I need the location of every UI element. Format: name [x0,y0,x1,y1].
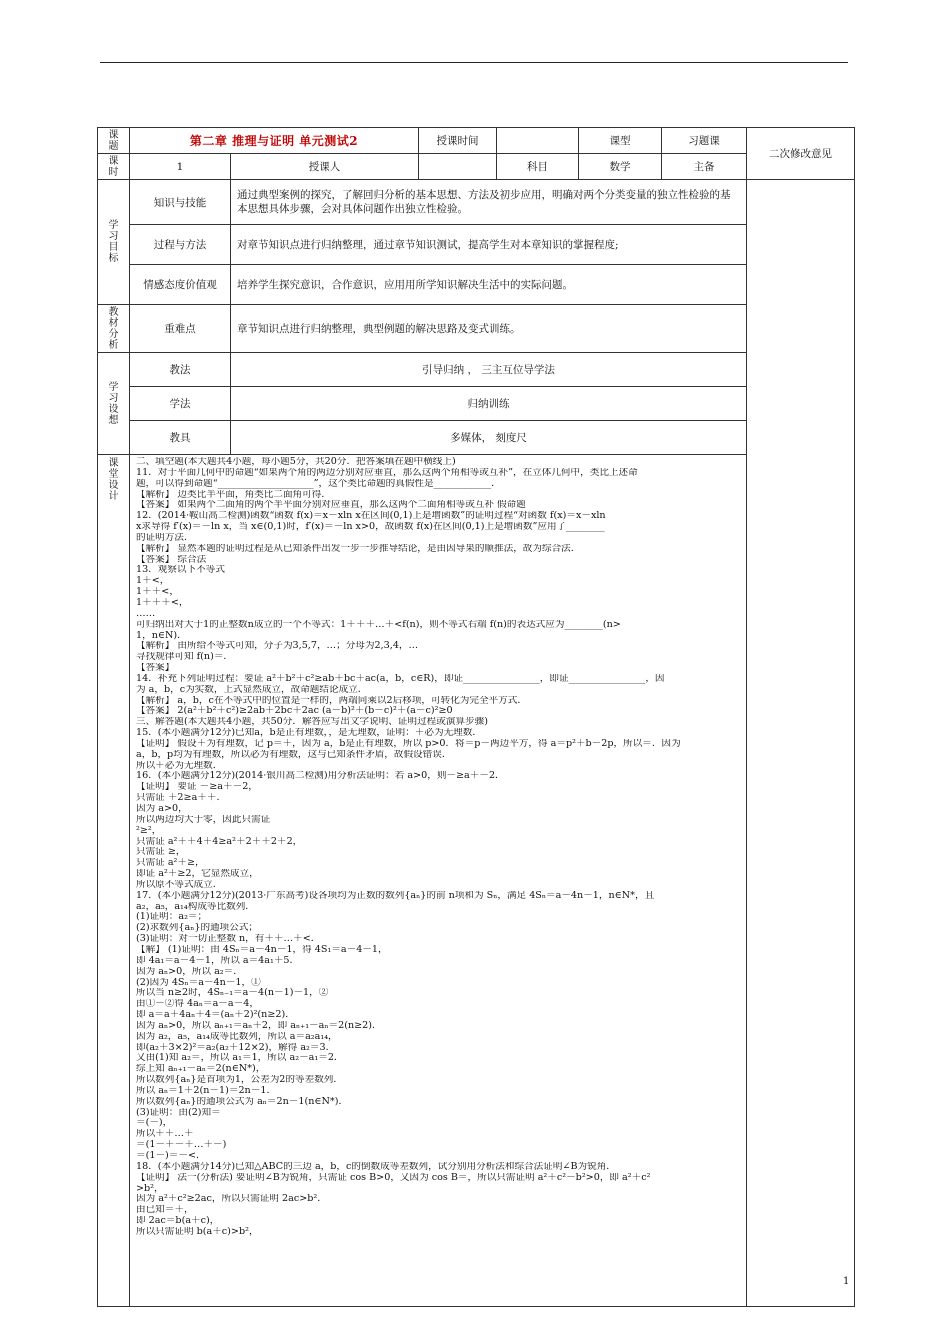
lesson-line: 综上知 aₙ₊₁－aₙ＝2(n∈N*)， [136,1064,266,1075]
lesson-line: 即(a₂＋3×2)²＝a₂(a₂＋12×2)，解得 a₂＝3． [136,1042,336,1053]
label-teacher: 授课人 [231,154,419,180]
label-type: 课型 [579,128,662,154]
lesson-line: ＝(－)， [136,1118,173,1129]
lesson-line: ＝(1－＋－＋…＋－) [136,1140,227,1151]
lesson-line: 因为 aₙ>0，所以 a₂＝． [136,966,243,977]
lesson-line: 为 a，b，c为实数，上式显然成立，故命题结论成立． [136,684,368,695]
lesson-line: 因为 a>0， [136,804,188,814]
label-design: 学 习 设 想 [98,353,130,455]
lesson-line: 【证明】 法一(分析法) 要证明∠B为锐角，只需证 cos B>0，又因为 cos B＝，所以只需证明 a²＋c²－b²>0，即 a²＋c² [136,1172,651,1183]
time-value [497,128,579,154]
objective-name: 过程与方法 [130,225,231,265]
lesson-line: 的证明方法． [136,532,194,543]
lesson-line: 14．补充下列证明过程：要证 a²＋b²＋c²≥ab＋bc＋ac(a，b，c∈R)，即证________________，即证________________，因 [136,673,665,684]
lesson-line: 即证 a²＋≥2，它显然成立， [136,869,259,880]
lesson-line: 所以数列{aₙ}是首项为1，公差为2的等差数列． [136,1075,343,1086]
lesson-line: 因为 aₙ>0，所以 aₙ₊₁＝aₙ＋2，即 aₙ₊₁－aₙ＝2(n≥2)． [136,1020,382,1031]
label-objectives: 学 习 目 标 [98,180,130,305]
lesson-line: 【证明】 要证 －≥a＋－2， [136,782,258,793]
lesson-lines [136,457,742,1238]
lesson-line: 只需证 ＋2≥a＋＋． [136,793,227,804]
label-time: 授课时间 [419,128,497,154]
label-topic: 课 题 [98,128,130,154]
lesson-line: 【解】 (1)证明：由 4Sₙ＝a－4n－1，得 4S₁＝a－4－1， [136,944,388,955]
lesson-line: 【解析】 显然本题的证明过程是从已知条件出发一步一步推导结论，是由因导果的顺推法，故为综合法． [136,543,581,554]
lesson-line: 13．观察以下不等式 [136,565,225,576]
lesson-line: 【解析】 a，b，c在不等式中的位置是一样的，两端同乘以2后移项，可转化为完全平方式． [136,695,527,706]
lesson-line: 所以＋必为无理数． [136,760,223,771]
label-subject: 科目 [497,154,579,180]
lesson-line: 可归纳出对大于1的正整数n成立的一个不等式：1＋＋＋…＋<f(n)，则不等式右端 f(n)的表达式应为________(n> [136,619,621,630]
revision-notes-header: 二次修改意见 [747,128,855,180]
design-name: 教具 [130,421,231,455]
lesson-line: 1＋＋＋<， [136,597,189,608]
lesson-line: (2)因为 4Sₙ＝a－4n－1，① [136,977,261,988]
lesson-line: 【答案】 如果两个二面角的两个半平面分别对应垂直，那么这两个二面角相等或互补 假命题 [136,500,526,511]
lesson-line: 因为 a²＋c²≥2ac，所以只需证明 2ac>b²． [136,1194,327,1205]
lesson-line: 16．(本小题满分12分)(2014·银川高二检测)用分析法证明：若 a>0，则－≥a＋－2． [136,771,505,782]
lesson-line: (2)求数列{aₙ}的通项公式； [136,923,259,934]
lesson-line: 11．对于平面几何中的命题“如果两个角的两边分别对应垂直，那么这两个角相等或互补”，在立体几何中，类比上述命 [136,467,638,478]
lesson-line: 由①－②得 4aₙ＝a－a－4， [136,999,259,1010]
lesson-line: 1＋<， [136,576,170,587]
lesson-line: ＝(1－)＝－<． [136,1151,206,1161]
lesson-line: 二、填空题(本大题共4小题，每小题5分，共20分．把答案填在题中横线上) [136,457,456,467]
teacher-value [419,154,497,180]
lesson-line: 所以两边均大于零，因此只需证 [136,814,271,825]
lesson-line: 所以原不等式成立． [136,879,223,890]
lesson-line: 只需证 ≥， [136,847,186,858]
lesson-line: 【解析】 由所给不等式可知，分子为3,5,7，…；分母为2,3,4，… [136,641,419,652]
lesson-line: (3)证明：对一切正整数 n，有＋＋…＋<． [136,934,321,945]
revision-notes-area [747,180,855,1307]
design-text: 归纳训练 [231,387,747,421]
lesson-line: 题，可以得到命题“____________________”，这个类比命题的真假性是____________． [136,478,501,489]
label-lesson: 课 堂 设 计 [98,455,130,1307]
lesson-line: 【答案】 [136,663,175,674]
lesson-line: 所以数列{aₙ}的通项公式为 aₙ＝2n－1(n∈N*)． [136,1096,349,1107]
objective-text: 通过典型案例的探究，了解回归分析的基本思想、方法及初步应用，明确对两个分类变量的独立性检验的基本思想具体步骤，会对具体问题作出独立性检验。 [231,180,747,225]
lesson-line: 所以当 n≥2时，4Sₙ₋₁＝a－4(n－1)－1，② [136,988,329,999]
lesson-line: (3)证明：由(2)知＝ [136,1107,221,1118]
design-text: 引导归纳 ， 三主互位导学法 [231,353,747,387]
lesson-line: 三、解答题(本大题共4小题，共50分．解答应写出文字说明、证明过程或演算步骤) [136,717,488,728]
lesson-line: 又由(1)知 a₂＝，所以 a₁＝1，所以 a₂－a₁＝2． [136,1053,344,1064]
label-hours: 课 时 [98,154,130,180]
lesson-line: 所以＋＋…＋ [136,1129,194,1140]
type-value: 习题课 [662,128,747,154]
objective-name: 情感态度价值观 [130,265,231,305]
lesson-line: 只需证 a²＋≥， [136,858,205,869]
label-lead: 主备 [662,154,747,180]
lesson-line: 1，n∈N)． [136,630,187,641]
hours-value: 1 [130,154,231,180]
lesson-line: >b²， [136,1183,164,1194]
lesson-line: 只需证 a²＋＋4＋4≥a²＋2＋＋2＋2， [136,836,303,847]
lesson-line: a，b，p均为有理数，所以必为有理数，这与已知条件矛盾，故假设错误． [136,749,452,760]
lesson-line: 即 2ac＝b(a＋c)， [136,1216,220,1227]
lesson-line: 即 a＝a＋4aₙ＋4＝(aₙ＋2)²(n≥2)． [136,1010,295,1021]
header-rule [100,62,848,63]
subject-value: 数学 [579,154,662,180]
analysis-name: 重难点 [130,305,231,353]
analysis-text: 章节知识点进行归纳整理，典型例题的解决思路及变式训练。 [231,305,747,353]
lesson-line: a₂，a₅，a₁₄构成等比数列． [136,901,255,912]
design-text: 多媒体， 刻度尺 [231,421,747,455]
lesson-line: 【证明】 假设＋为有理数，记 p＝＋，因为 a，b是正有理数，所以 p>0．将＝p－两边平方，得 a＝p²＋b－2p，所以＝．因为 [136,738,681,749]
lesson-line: 寻找规律可知 f(n)＝． [136,652,234,663]
lesson-line: 【答案】 综合法 [136,554,207,565]
page-number: 1 [843,1276,850,1287]
lesson-line: x求导得 f′(x)＝－ln x，当 x∈(0,1)时，f′(x)＝－ln x>0，故函数 f(x)在区间(0,1)上是增函数”应用了________ [136,522,605,533]
objective-text: 对章节知识点进行归纳整理，通过章节知识测试，提高学生对本章知识的掌握程度; [231,225,747,265]
lesson-title: 第二章 推理与证明 单元测试2 [130,128,419,154]
lesson-line: 【解析】 边类比半平面，角类比二面角可得． [136,489,331,500]
lesson-line: 12．(2014·鞍山高二检测)函数“函数 f(x)＝x－xln x在区间(0,1)上是增函数”的证明过程“对函数 f(x)＝x－xln [136,511,606,522]
lesson-line: (1)证明：a₂＝； [136,912,208,923]
lesson-content [130,455,747,1307]
lesson-line: 【答案】 2(a²＋b²＋c²)≥2ab＋2bc＋2ac (a－b)²＋(b－c)²＋(a－c)²≥0 [136,706,453,717]
lesson-line: 由已知＝＋， [136,1205,194,1216]
objective-name: 知识与技能 [130,180,231,225]
lesson-line: 即 4a₁＝a－4－1，所以 a＝4a₁＋5． [136,955,300,966]
lesson-line: 所以只需证明 b(a＋c)>b²， [136,1226,259,1237]
lesson-line: 因为 a₂，a₅，a₁₄成等比数列，所以 a＝a₂a₁₄， [136,1031,338,1042]
lesson-line: 所以 aₙ＝1＋2(n－1)＝2n－1． [136,1085,277,1096]
lesson-line: 18．(本小题满分14分)已知△ABC的三边 a，b，c的倒数成等差数列，试分别用分析法和综合法证明∠B为锐角． [136,1161,616,1172]
lesson-plan-table [97,127,855,1307]
design-name: 学法 [130,387,231,421]
design-name: 教法 [130,353,231,387]
lesson-line: …… [136,608,156,619]
lesson-line: 15．(本小题满分12分)已知a，b是正有理数，，是无理数，证明：＋必为无理数． [136,728,482,739]
objective-text: 培养学生探究意识，合作意识，应用用所学知识解决生活中的实际问题。 [231,265,747,305]
label-analysis: 教 材 分 析 [98,305,130,353]
lesson-line: 17．(本小题满分12分)(2013·广东高考)设各项均为正数的数列{aₙ}的前 n项和为 Sₙ，满足 4Sₙ＝a－4n－1，n∈N*，且 [136,890,655,901]
lesson-line: 1＋＋<， [136,587,179,598]
lesson-line: ²≥²， [136,825,162,836]
